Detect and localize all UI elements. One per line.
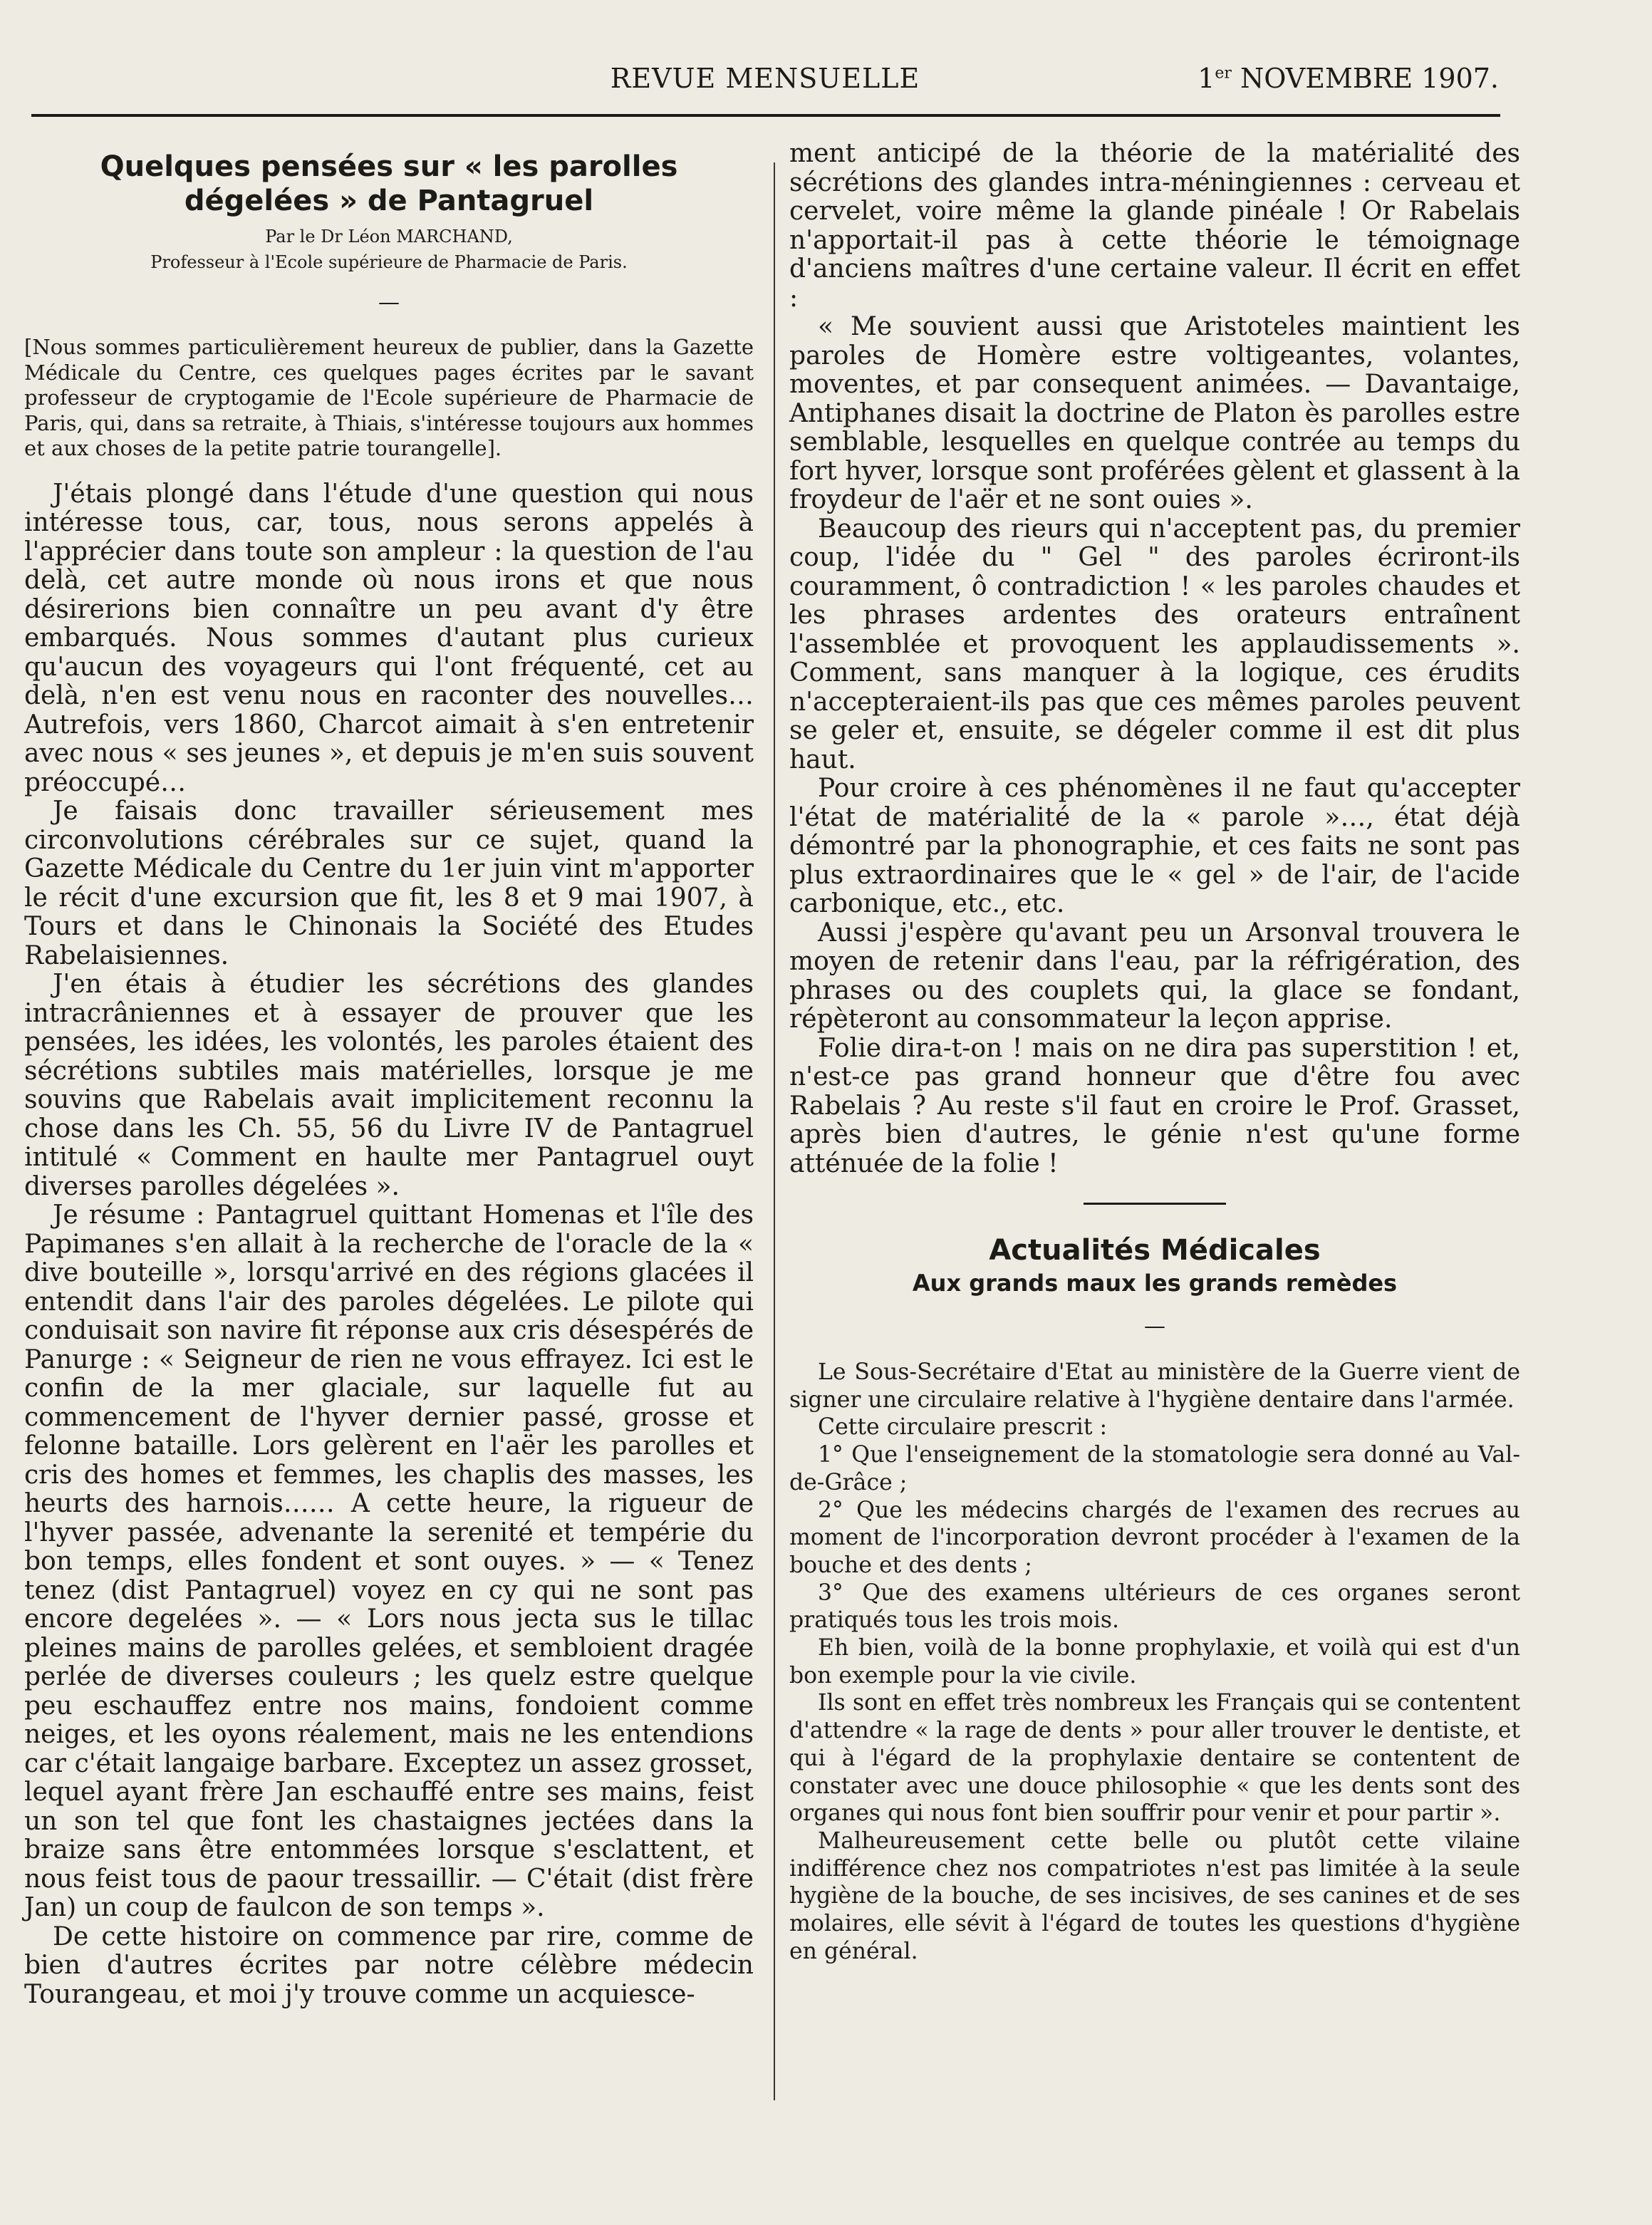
article-paragraph: Aussi j'espère qu'avant peu un Arsonval trouvera le moyen de retenir dans l'eau, par la réfrigération, des phrases ou des couplets qui, la glace se fondant, répèteront au consommateur la leçon apprise. [789,918,1520,1034]
separator-dash: — [378,290,400,315]
article-paragraph: Folie dira-t-on ! mais on ne dira pas superstition ! et, n'est-ce pas grand honneur que d'être fou avec Rabelais ? Au reste s'il faut en croire le Prof. Grasset, après bien d'autres, le génie n'est qu'une forme atténuée de la folie ! [789,1033,1520,1178]
news-paragraph: Eh bien, voilà de la bonne prophylaxie, et voilà qui est d'un bon exemple pour la vie civile. [789,1635,1520,1689]
article-paragraph: J'en étais à étudier les sécrétions des glandes intracrâniennes et à essayer de prouver que les pensées, les idées, les volontés, les paroles étaient des sécrétions subtiles mais matérielles, lorsque je me souvins que Rabelais avait implicitement reconnu la chose dans les Ch. 55, 56 du Livre IV de Pantagruel intitulé « Comment en haulte mer Pantagruel ouyt diverses parolles dégelées ». [24,970,754,1201]
article-paragraph: Beaucoup des rieurs qui n'acceptent pas, du premier coup, l'idée du " Gel " des paroles écriront-ils couramment, ô contradiction ! « les paroles chaudes et les phrases ardentes des orateurs entraînent l'assemblée et provoquent les applaudissements ». Comment, sans manquer à la logique, ces érudits n'accepteraient-ils pas que ces mêmes paroles peuvent se geler et, ensuite, se dégeler comme il est dit plus haut. [789,514,1520,774]
news-paragraph: Malheureusement cette belle ou plutôt cette vilaine indifférence chez nos compatriotes n'est pas limitée à la seule hygiène de la bouche, de ses incisives, de ses canines et de ses molaires, elle sévit à l'égard de toutes les questions d'hygiène en général. [789,1827,1520,1964]
header-rule [31,114,1500,117]
news-list-item: 1° Que l'enseignement de la stomatologie sera donné au Val-de-Grâce ; [789,1442,1520,1495]
news-paragraph: Ils sont en effet très nombreux les Français qui se contentent d'attendre « la rage de dents » pour aller trouver le dentiste, et qui à l'égard de la prophylaxie dentaire se contentent de constater avec une douce philosophie « que les dents sont des organes qui nous font bien souffrir pour venir et pour partir ». [789,1690,1520,1827]
article-paragraph: J'étais plongé dans l'étude d'une question qui nous intéresse tous, car, tous, nous serons appelés à l'apprécier dans toute son ampleur : la question de l'au delà, cet autre monde où nous irons et que nous désirerions bien connaître un peu avant d'y être embarqués. Nous sommes d'autant plus curieux qu'aucun des voyageurs qui l'ont fréquenté, cet au delà, n'en est venu nous en raconter des nouvelles… Autrefois, vers 1860, Charcot aimait à s'en entretenir avec nous « ses jeunes », et depuis je m'en suis souvent préoccupé… [24,479,754,797]
section-divider [1084,1203,1226,1205]
news-paragraph: Le Sous-Secrétaire d'Etat au ministère de la Guerre vient de signer une circulaire relative à l'hygiène dentaire dans l'armée. [789,1359,1520,1413]
article-paragraph: De cette histoire on commence par rire, comme de bien d'autres écrites par notre célèbre médecin Tourangeau, et moi j'y trouve comme un acquiesce- [24,1921,754,2009]
article-byline: Par le Dr Léon MARCHAND, [265,227,513,247]
news-paragraph: Cette circulaire prescrit : [818,1414,1108,1441]
issue-date-rest: NOVEMBRE 1907. [1231,63,1499,94]
article-title-line1: Quelques pensées sur « les parolles [100,150,678,183]
right-column [789,140,1520,1965]
news-section-subtitle: Aux grands maux les grands remèdes [912,1270,1398,1297]
news-list-item: 2° Que les médecins chargés de l'examen des recrues au moment de l'incorporation devront procéder à l'examen de la bouche et des dents ; [789,1497,1520,1578]
issue-date [1198,63,1499,94]
column-rule [774,162,775,2100]
article-title-line2: dégelées » de Pantagruel [184,185,594,217]
article-affiliation: Professeur à l'Ecole supérieure de Pharmacie de Paris. [150,252,628,272]
article-paragraph: Je faisais donc travailler sérieusement mes circonvolutions cérébrales sur ce sujet, quand la Gazette Médicale du Centre du 1er juin vint m'apporter le récit d'une excursion que fit, les 8 et 9 mai 1907, à Tours et dans le Chinonais la Société des Etudes Rabelaisiennes. [24,797,754,970]
journal-title: REVUE MENSUELLE [610,63,920,94]
separator-dash: — [1144,1314,1165,1339]
news-list-item: 3° Que des examens ultérieurs de ces organes seront pratiqués tous les trois mois. [789,1580,1520,1634]
issue-date-sup: er [1215,64,1232,83]
article-paragraph: Je résume : Pantagruel quittant Homenas et l'île des Papimanes s'en allait à la recherche de l'oracle de la « dive bouteille », lorsqu'arrivé en des régions glacées il entendit dans l'air des paroles dégelées. Le pilote qui conduisait son navire fit réponse aux cris désespérés de Panurge : « Seigneur de rien ne vous effrayez. Ici est le confin de la mer glaciale, sur laquelle fut au commencement de l'hyver dernier passé, grosse et felonne bataille. Lors gelèrent en l'aër les parolles et cris des homes et femmes, les chaplis des masses, les heurts des harnois…… A cette heure, la rigueur de l'hyver passée, advenante la serenité et tempérie du bon temps, elles fondent et sont ouyes. » — « Tenez tenez (dist Pantagruel) voyez en cy qui ne sont pas encore degelées ». — « Lors nous jecta sus le tillac pleines mains de parolles gelées, et sembloient dragée perlée de diverses couleurs ; les quelz estre quelque peu eschauffez entre nos mains, fondoient comme neiges, et les oyons réalement, mais ne les entendions car c'était langaige barbare. Exceptez un assez grosset, lequel ayant frère Jan eschauffé entre ses mains, feist un son tel que font les chastaignes jectées dans la braize sans être entommées lorsque s'esclattent, et nous feist tous de paour tressaillir. — C'était (dist frère Jan) un coup de faulcon de son temps ». [24,1200,754,1922]
editor-note: [Nous sommes particulièrement heureux de publier, dans la Gazette Médicale du Centre, ces quelques pages écrites par le savant professeur de cryptogamie de l'Ecole supérieure de Pharmacie de Paris, qui, dans sa retraite, à Thiais, s'intéresse toujours aux hommes et aux choses de la petite patrie tourangelle]. [24,335,754,460]
article-quotation: « Me souvient aussi que Aristoteles maintient les paroles de Homère estre voltigeantes, volantes, moventes, et par consequent animées. — Davantaige, Antiphanes disait la doctrine de Platon ès parolles estre semblable, lesquelles en quelque contrée au temps du fort hyver, lorsque sont proférées gèlent et glassent à la froydeur de l'aër et ne sont ouies ». [789,312,1520,514]
article-title [24,150,754,218]
article-paragraph: ment anticipé de la théorie de la matérialité des sécrétions des glandes intra-méningiennes : cerveau et cervelet, voire même la glande pinéale ! Or Rabelais n'apportait-il pas à cette théorie le témoignage d'anciens maîtres d'une certaine valeur. Il écrit en effet : [789,139,1520,313]
issue-date-day: 1 [1198,63,1215,94]
page-header [31,63,1499,105]
news-section-title: Actualités Médicales [989,1234,1321,1267]
article-paragraph: Pour croire à ces phénomènes il ne faut qu'accepter l'état de matérialité de la « parole »…, état déjà démontré par la phonographie, et ces faits ne sont pas plus extraordinaires que le « gel » de l'air, de l'acide carbonique, etc., etc. [789,774,1520,918]
left-column [24,140,754,2009]
